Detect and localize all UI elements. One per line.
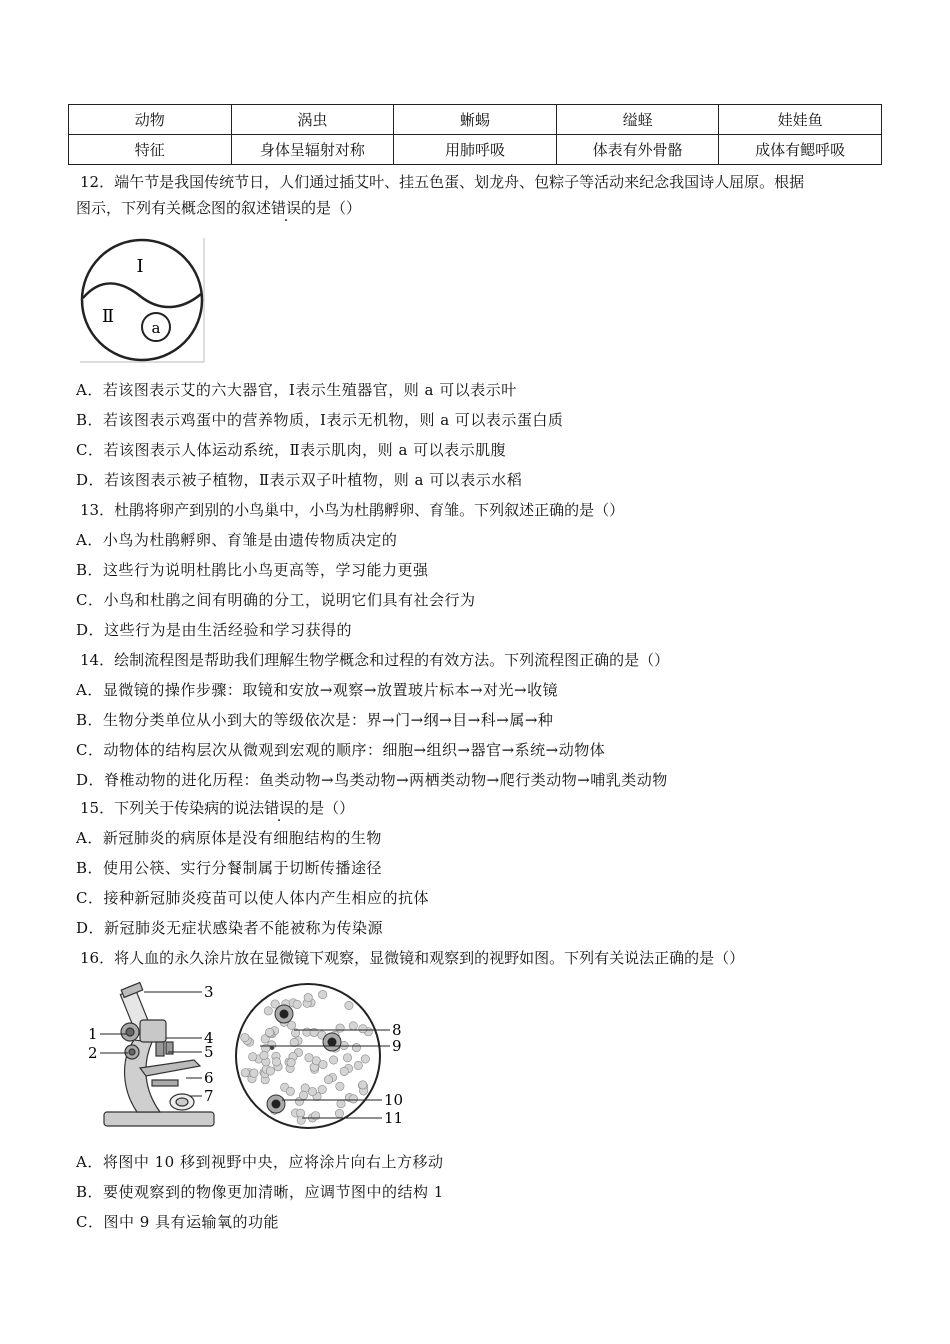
q15-stem-emphasis: 错误	[264, 799, 295, 817]
table-cell: 用肺呼吸	[394, 135, 557, 165]
diagram-label-a: a	[151, 319, 161, 337]
red-blood-cell	[319, 1060, 327, 1068]
red-blood-cell	[318, 1085, 326, 1093]
table-cell: 动物	[69, 105, 232, 135]
table-row	[69, 135, 882, 165]
q12-stem-text: 图示，下列有关概念图的叙述	[76, 199, 272, 217]
red-blood-cell	[335, 1109, 343, 1117]
red-blood-cell	[354, 1061, 362, 1069]
animal-feature-table	[68, 104, 882, 165]
red-blood-cell	[299, 1091, 307, 1099]
red-blood-cell	[359, 1081, 367, 1089]
q13-option-d: D．这些行为是由生活经验和学习获得的	[76, 621, 353, 639]
red-blood-cell	[264, 1007, 272, 1015]
microscope-illustration	[104, 983, 214, 1126]
red-blood-cell	[297, 1116, 305, 1124]
q15-option-b: B．使用公筷、实行分餐制属于切断传播途径	[76, 859, 383, 877]
q15-option-d: D．新冠肺炎无症状感染者不能被称为传染源	[76, 919, 384, 937]
red-blood-cell	[290, 1038, 298, 1046]
red-blood-cell	[286, 1087, 294, 1095]
red-blood-cell	[305, 1054, 313, 1062]
fig-label-7: 7	[204, 1087, 214, 1105]
q16-option-c: C．图中 9 具有运输氧的功能	[76, 1213, 280, 1231]
q13-option-a: A．小鸟为杜鹃孵卵、育雏是由遗传物质决定的	[76, 531, 398, 549]
red-blood-cell	[361, 1055, 369, 1063]
table-row	[69, 105, 882, 135]
fig-label-5: 5	[204, 1043, 214, 1061]
red-blood-cell	[265, 1028, 273, 1036]
red-blood-cell	[250, 1069, 258, 1077]
red-blood-cell	[329, 1056, 337, 1064]
red-blood-cell	[308, 1087, 316, 1095]
q16-option-a: A．将图中 10 移到视野中央，应将涂片向右上方移动	[76, 1153, 444, 1171]
fig-label-3: 3	[204, 983, 214, 1001]
red-blood-cell	[304, 993, 312, 1001]
red-blood-cell	[324, 1075, 332, 1083]
microscope-and-blood-smear-figure	[82, 980, 412, 1140]
fig-label-6: 6	[204, 1069, 214, 1087]
table-cell: 体表有外骨骼	[556, 135, 719, 165]
diagram-label-1: Ⅰ	[136, 256, 144, 277]
fig-label-11: 11	[384, 1109, 404, 1127]
fig-label-2: 2	[88, 1044, 98, 1062]
q13-option-c: C．小鸟和杜鹃之间有明确的分工，说明它们具有社会行为	[76, 591, 476, 609]
q16-option-b: B．要使观察到的物像更加清晰，应调节图中的结构 1	[76, 1183, 444, 1201]
q14-stem: 14．绘制流程图是帮助我们理解生物学概念和过程的有效方法。下列流程图正确的是（）	[80, 651, 670, 669]
fig-label-4: 4	[204, 1029, 214, 1047]
diagram-label-2: Ⅱ	[101, 306, 115, 327]
red-blood-cell	[241, 1033, 249, 1041]
q12-stem-line1: 12．端午节是我国传统节日，人们通过插艾叶、挂五色蛋、划龙舟、包粽子等活动来纪念我国诗人屈原。根据	[80, 173, 805, 191]
q12-stem-text-end: 的是（）	[301, 199, 362, 217]
red-blood-cell	[340, 1067, 348, 1075]
red-blood-cell	[287, 1058, 295, 1066]
red-blood-cell	[310, 1028, 318, 1036]
red-blood-cell	[349, 1095, 357, 1103]
red-blood-cell	[293, 1000, 301, 1008]
table-cell: 缢蛏	[556, 105, 719, 135]
blood-smear-view	[236, 984, 380, 1128]
q14-option-c: C．动物体的结构层次从微观到宏观的顺序：细胞→组织→器官→系统→动物体	[76, 741, 606, 759]
q12-stem-line2	[76, 198, 361, 218]
red-blood-cell	[359, 1025, 367, 1033]
concept-diagram	[78, 236, 208, 364]
q12-option-b: B．若该图表示鸡蛋中的营养物质，Ⅰ表示无机物，则 a 可以表示蛋白质	[76, 411, 564, 429]
red-blood-cell	[241, 1069, 249, 1077]
red-blood-cell	[249, 1053, 257, 1061]
table-cell: 身体呈辐射对称	[231, 135, 394, 165]
q12-option-d: D．若该图表示被子植物，Ⅱ表示双子叶植物，则 a 可以表示水稻	[76, 471, 523, 489]
fig-label-9: 9	[392, 1037, 402, 1055]
q14-option-d: D．脊椎动物的进化历程：鱼类动物→鸟类动物→两栖类动物→爬行类动物→哺乳类动物	[76, 771, 668, 789]
q15-stem-text: 15．下列关于传染病的说法	[80, 799, 265, 817]
red-blood-cell	[343, 1054, 351, 1062]
q12-stem-emphasis: 错误	[271, 199, 302, 217]
table-cell: 特征	[69, 135, 232, 165]
q13-stem: 13．杜鹃将卵产到别的小鸟巢中，小鸟为杜鹃孵卵、育雏。下列叙述正确的是（）	[80, 501, 625, 519]
table-cell: 娃娃鱼	[719, 105, 882, 135]
q14-option-b: B．生物分类单位从小到大的等级依次是：界→门→纲→目→科→属→种	[76, 711, 554, 729]
table-cell: 成体有鳃呼吸	[719, 135, 882, 165]
red-blood-cell	[336, 1024, 344, 1032]
q15-option-a: A．新冠肺炎的病原体是没有细胞结构的生物	[76, 829, 382, 847]
red-blood-cell	[337, 1100, 345, 1108]
q12-option-c: C．若该图表示人体运动系统，Ⅱ表示肌肉，则 a 可以表示肌腹	[76, 441, 507, 459]
q12-option-a: A．若该图表示艾的六大器官，Ⅰ表示生殖器官，则 a 可以表示叶	[76, 381, 517, 399]
red-blood-cell	[266, 1067, 274, 1075]
q15-option-c: C．接种新冠肺炎疫苗可以使人体内产生相应的抗体	[76, 889, 429, 907]
red-blood-cell	[352, 1043, 360, 1051]
q15-stem	[80, 798, 354, 818]
table-cell: 涡虫	[231, 105, 394, 135]
red-blood-cell	[349, 1022, 357, 1030]
q16-stem: 16．将人血的永久涂片放在显微镜下观察，显微镜和观察到的视野如图。下列有关说法正确的是（）	[80, 949, 745, 967]
red-blood-cell	[336, 1082, 344, 1090]
q14-option-a: A．显微镜的操作步骤：取镜和安放→观察→放置玻片标本→对光→收镜	[76, 681, 559, 699]
table-cell: 蜥蜴	[394, 105, 557, 135]
q13-option-b: B．这些行为说明杜鹃比小鸟更高等，学习能力更强	[76, 561, 429, 579]
red-blood-cell	[345, 1001, 353, 1009]
red-blood-cell	[272, 1058, 280, 1066]
red-blood-cell	[311, 1112, 319, 1120]
fig-label-10: 10	[384, 1091, 404, 1109]
red-blood-cell	[319, 990, 327, 998]
q15-stem-text-end: 的是（）	[294, 799, 355, 817]
red-blood-cell	[260, 1051, 268, 1059]
fig-label-8: 8	[392, 1021, 402, 1039]
fig-label-1: 1	[88, 1025, 98, 1043]
